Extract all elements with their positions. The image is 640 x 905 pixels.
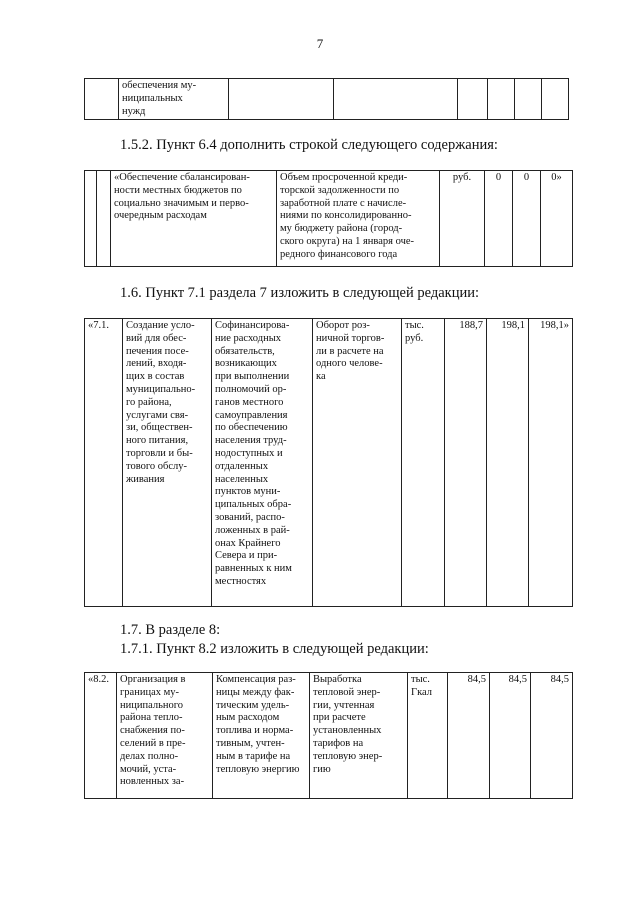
table-cell: 188,7 [445,319,487,607]
table-cell: Создание усло- вий для обес- печения посе- лений, входя- щих в состав муниципально- го района, услугами свя- зи, обществен- ного питания, торговли и бы- тового обслу- живания [123,319,212,607]
table-cell [97,171,111,267]
table-cell: Организация в границах му- ниципального района тепло- снабжения по- селений в пре- делах полно- мочий, уста- новленных за- [117,673,213,799]
table-continuation [84,78,569,120]
table-cell: 0» [541,171,573,267]
table-cell: 0 [513,171,541,267]
table-cell [515,79,542,120]
table-row [85,171,573,267]
table-cell [542,79,569,120]
table-cell: 198,1 [487,319,529,607]
page-number: 7 [316,36,324,51]
section-heading: 1.7. В разделе 8: [120,622,221,638]
table-cell: «8.2. [85,673,117,799]
section-heading: 1.6. Пункт 7.1 раздела 7 изложить в следующей редакции: [120,285,480,301]
table-cell: тыс. Гкал [408,673,448,799]
table-cell: Объем просроченной креди- торской задолженности по заработной плате с начисле- ниями по консолидированно- му бюджету района (город- ского округа) на 1 января оче- редного финансового года [277,171,440,267]
table-cell [334,79,458,120]
table-cell [229,79,334,120]
table-cell: 0 [485,171,513,267]
table-6-4-addition [84,170,573,267]
table-cell: Оборот роз- ничной торгов- ли в расчете на одного челове- ка [313,319,402,607]
table-cell: 84,5 [490,673,531,799]
section-heading: 1.7.1. Пункт 8.2 изложить в следующей редакции: [120,641,429,657]
table-row [85,319,573,607]
table-cell [85,79,119,120]
section-heading: 1.5.2. Пункт 6.4 дополнить строкой следующего содержания: [120,137,498,153]
table-cell: 84,5 [531,673,573,799]
table-8-2 [84,672,573,799]
table-cell: 84,5 [448,673,490,799]
table-cell: Компенсация раз- ницы между фак- тическим удель- ным расходом топлива и норма- тивным, учтен- ным в тарифе на тепловую энергию [213,673,310,799]
table-cell: Выработка тепловой энер- гии, учтенная при расчете установленных тарифов на тепловую энер- гию [310,673,408,799]
table-cell: обеспечения му- ниципальных нужд [119,79,229,120]
table-row [85,673,573,799]
table-cell [85,171,97,267]
table-cell [458,79,488,120]
table-cell: Софинансирова- ние расходных обязательств, возникающих при выполнении полномочий ор- ганов местного самоуправления по обеспечению населения труд- нодоступных и отдаленных населенных пунктов муни- ципальных обра- зований, распо- ложенных в рай- онах Крайнего Севера и при- равненных к ним местностях [212,319,313,607]
table-cell: руб. [440,171,485,267]
table-cell: «Обеспечение сбалансирован- ности местных бюджетов по социально значимым и перво- очередным расходам [111,171,277,267]
table-cell: тыс. руб. [402,319,445,607]
table-cell: «7.1. [85,319,123,607]
table-row [85,79,569,120]
table-cell: 198,1» [529,319,573,607]
table-7-1 [84,318,573,607]
table-cell [488,79,515,120]
